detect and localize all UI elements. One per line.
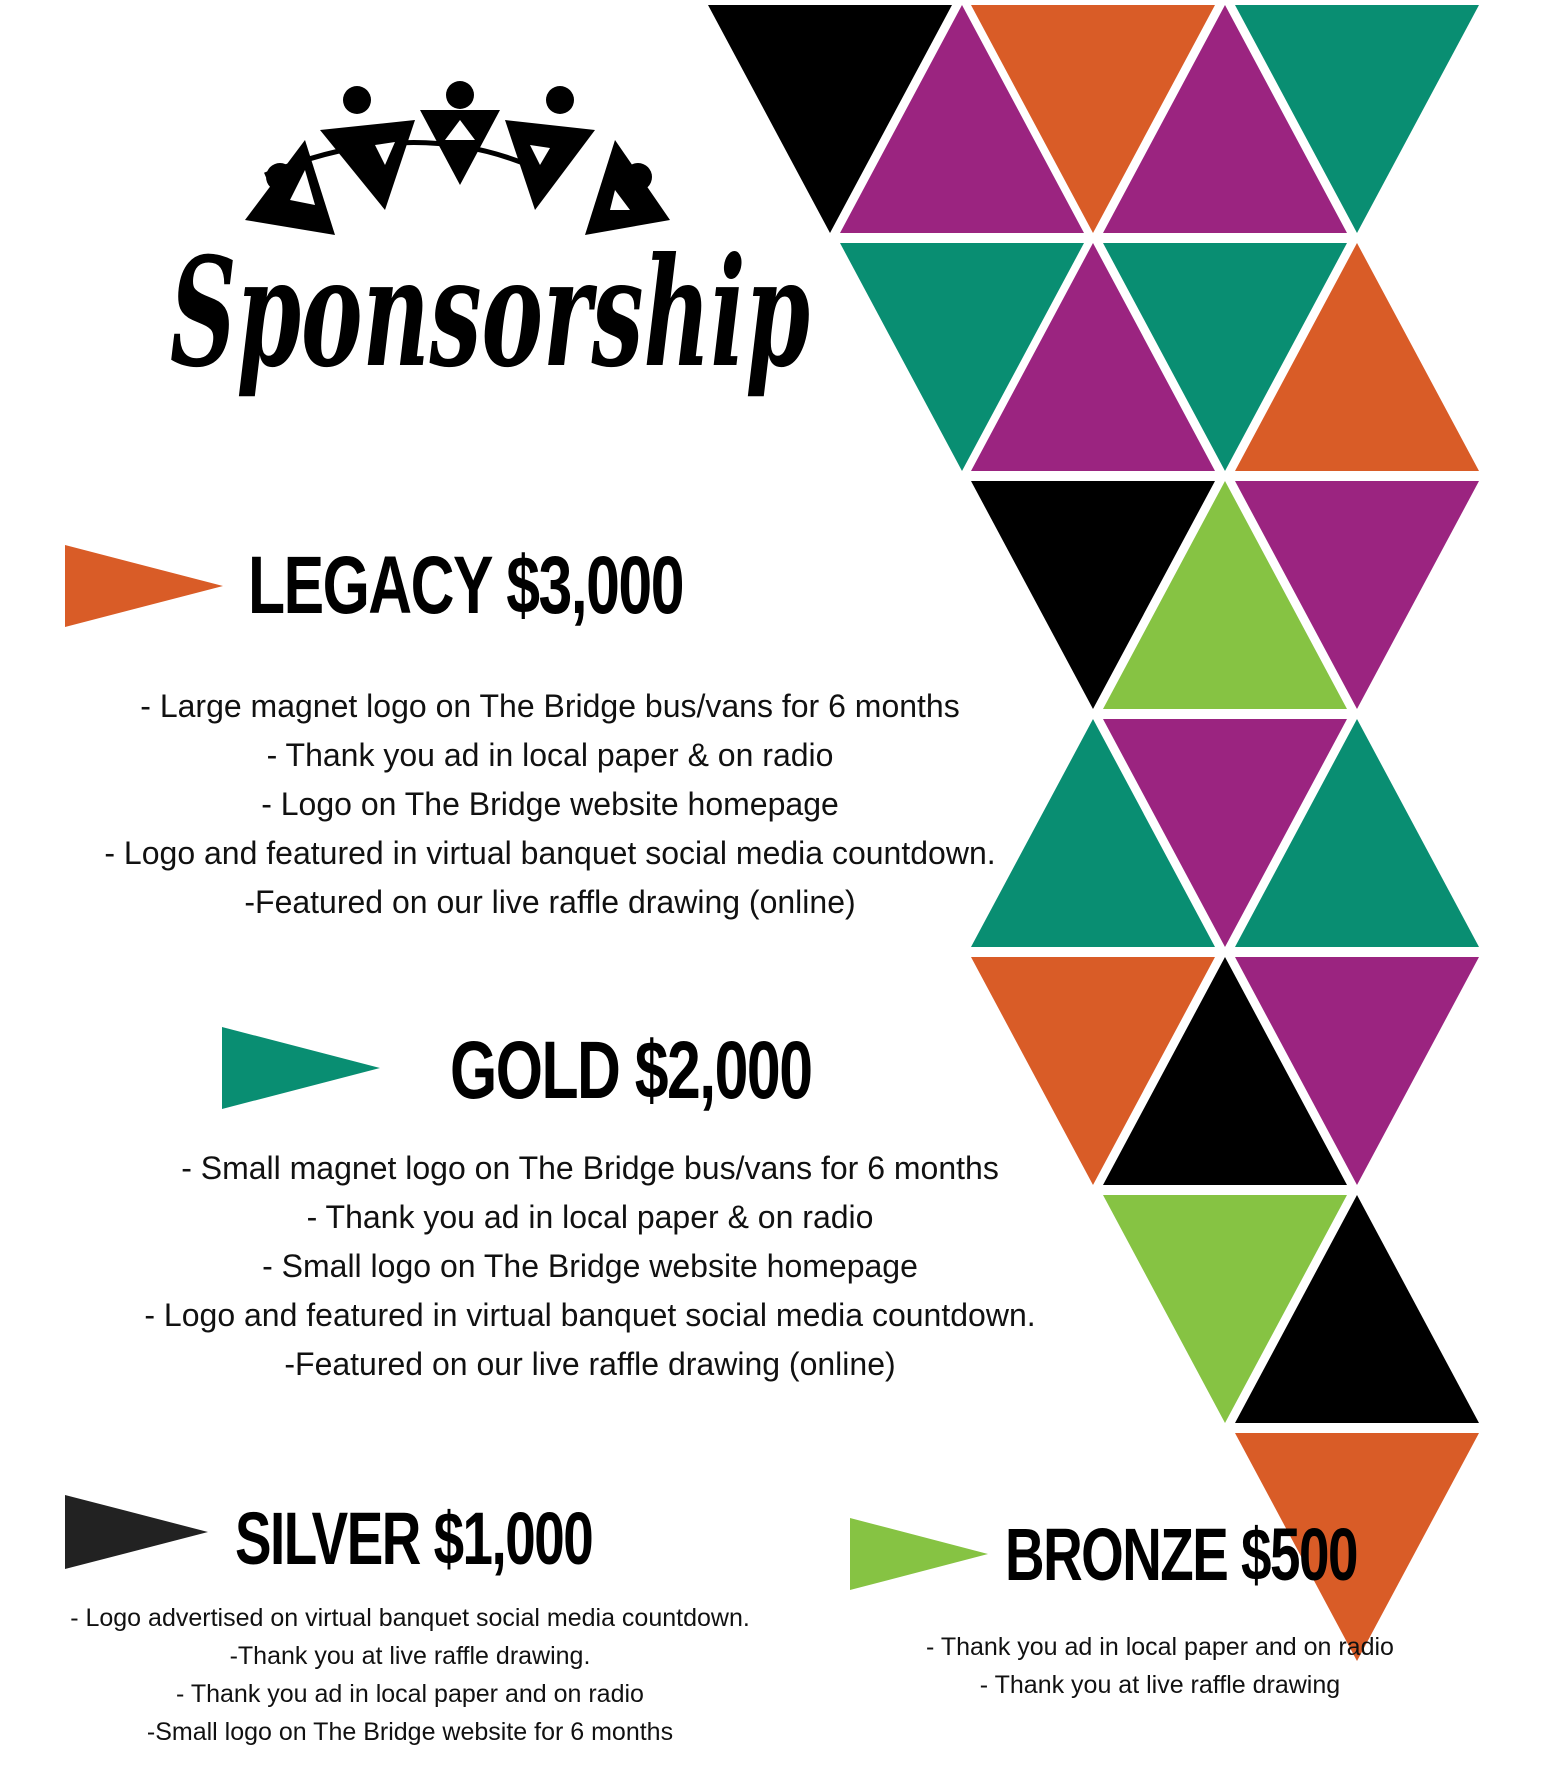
flag-pennant-orange-icon [65, 545, 223, 627]
list-item: - Small magnet logo on The Bridge bus/vans for 6 months [181, 1150, 999, 1186]
gold-benefits-list [20, 1144, 1160, 1389]
page-title: Sponsorship [170, 225, 810, 401]
sponsorship-logo [90, 70, 890, 450]
list-item: - Small logo on The Bridge website homepage [262, 1248, 918, 1284]
legacy-benefits-list [0, 682, 1100, 927]
list-item: - Thank you at live raffle drawing [979, 1671, 1341, 1699]
flag-pennant-black-icon [65, 1495, 208, 1569]
flag-pennant-teal-icon [222, 1027, 380, 1109]
people-bunting-icon [245, 81, 670, 235]
list-item: -Thank you at live raffle drawing. [229, 1642, 591, 1670]
tier-title-silver: SILVER $1,000 [235, 1497, 593, 1580]
tier-title-gold: GOLD $2,000 [450, 1025, 812, 1116]
list-item: - Logo and featured in virtual banquet social media countdown. [104, 835, 996, 871]
list-item: -Featured on our live raffle drawing (online) [244, 884, 856, 920]
flag-pennant-green-icon [850, 1518, 988, 1590]
list-item: -Small logo on The Bridge website for 6 months [146, 1718, 674, 1746]
list-item: - Large magnet logo on The Bridge bus/vans for 6 months [140, 688, 960, 724]
list-item: - Thank you ad in local paper & on radio [266, 737, 834, 773]
list-item: - Thank you ad in local paper and on radio [926, 1633, 1394, 1661]
list-item: - Thank you ad in local paper & on radio [306, 1199, 874, 1235]
list-item: - Logo on The Bridge website homepage [261, 786, 839, 822]
tier-title-bronze: BRONZE $500 [1005, 1513, 1357, 1596]
tier-title-legacy: LEGACY $3,000 [248, 540, 683, 631]
list-item: - Logo advertised on virtual banquet social media countdown. [70, 1604, 750, 1632]
bronze-benefits-list [860, 1628, 1460, 1704]
list-item: -Featured on our live raffle drawing (online) [284, 1346, 896, 1382]
list-item: - Thank you ad in local paper and on radio [176, 1680, 644, 1708]
silver-benefits-list [0, 1599, 820, 1751]
list-item: - Logo and featured in virtual banquet social media countdown. [144, 1297, 1036, 1333]
